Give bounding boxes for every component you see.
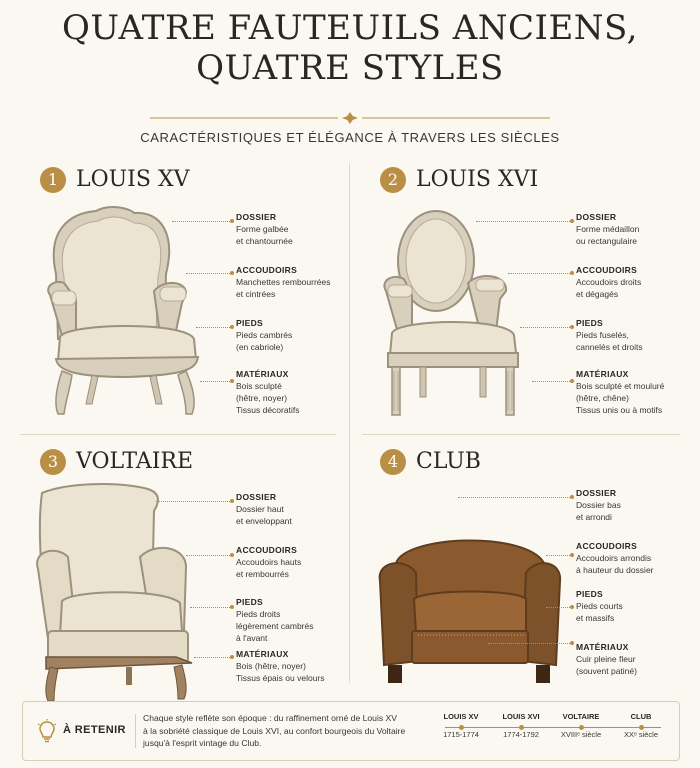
ornament-divider bbox=[150, 112, 550, 124]
feature-text: et dégagés bbox=[576, 289, 619, 299]
leader-line bbox=[186, 273, 232, 275]
feature-text: Accoudoirs arrondis bbox=[576, 553, 652, 563]
feature-label: ACCOUDOIRS bbox=[236, 265, 298, 275]
feature-label: ACCOUDOIRS bbox=[576, 541, 638, 551]
feature-text: Forme médaillon bbox=[576, 224, 640, 234]
style-name: LOUIS XV bbox=[76, 167, 190, 192]
feature-text: (souvent patiné) bbox=[576, 666, 637, 676]
leader-line bbox=[546, 555, 572, 557]
style-timeline bbox=[431, 712, 675, 752]
feature-text: (en cabriole) bbox=[236, 342, 284, 352]
feature-dossier bbox=[236, 491, 372, 527]
feature-materiaux bbox=[236, 648, 372, 684]
timeline-date: 1715-1774 bbox=[443, 730, 479, 739]
voltaire-armchair-illustration bbox=[36, 481, 236, 706]
club-leather-armchair-illustration bbox=[376, 481, 576, 706]
style-card-louis-xvi bbox=[376, 163, 700, 425]
feature-text: (hêtre, noyer) bbox=[236, 393, 288, 403]
feature-dossier bbox=[576, 487, 700, 523]
feature-label: MATÉRIAUX bbox=[236, 369, 289, 379]
feature-text: Pieds cambrés bbox=[236, 330, 293, 340]
feature-dossier bbox=[576, 211, 700, 247]
feature-text: Pieds fuselés, bbox=[576, 330, 629, 340]
page-title bbox=[0, 8, 700, 88]
style-card-louis-xv bbox=[36, 163, 372, 425]
feature-text: Pieds courts bbox=[576, 601, 623, 611]
key-takeaway-line: Chaque style reflète son époque : du raffinement orné de Louis XV bbox=[143, 713, 398, 723]
feature-label: PIEDS bbox=[576, 318, 604, 328]
style-card-voltaire bbox=[36, 445, 372, 707]
feature-accoudoirs bbox=[236, 264, 372, 300]
vertical-divider bbox=[135, 714, 136, 748]
feature-text: à l'avant bbox=[236, 633, 268, 643]
style-name: CLUB bbox=[416, 449, 481, 474]
feature-text: Tissus décoratifs bbox=[236, 405, 300, 415]
feature-text: Bois sculpté bbox=[236, 381, 282, 391]
feature-label: MATÉRIAUX bbox=[236, 649, 289, 659]
feature-label: MATÉRIAUX bbox=[576, 369, 629, 379]
timeline-name: LOUIS XVI bbox=[502, 712, 540, 721]
key-takeaway-line: jusqu'à l'esprit vintage du Club. bbox=[143, 738, 262, 748]
louis-xvi-medallion-armchair-illustration bbox=[376, 199, 576, 424]
feature-pieds bbox=[576, 588, 700, 624]
key-takeaway-box bbox=[22, 701, 680, 761]
timeline-item-louis-xvi bbox=[491, 712, 551, 739]
feature-label: DOSSIER bbox=[576, 212, 617, 222]
feature-accoudoirs bbox=[576, 540, 700, 576]
feature-text: Tissus unis ou à motifs bbox=[576, 405, 663, 415]
feature-text: et massifs bbox=[576, 613, 615, 623]
feature-text: Accoudoirs hauts bbox=[236, 557, 302, 567]
leader-line bbox=[476, 221, 572, 223]
horizontal-divider-right bbox=[362, 434, 680, 435]
feature-text: Dossier haut bbox=[236, 504, 284, 514]
feature-text: ou rectangulaire bbox=[576, 236, 637, 246]
style-name: VOLTAIRE bbox=[76, 449, 194, 474]
feature-text: Cuir pleine fleur bbox=[576, 654, 636, 664]
leader-line bbox=[488, 643, 572, 645]
leader-line bbox=[532, 381, 572, 383]
timeline-date: XXᵉ siècle bbox=[623, 730, 659, 739]
leader-line bbox=[196, 327, 232, 329]
leader-line bbox=[458, 497, 572, 499]
feature-label: MATÉRIAUX bbox=[576, 642, 629, 652]
timeline-name: LOUIS XV bbox=[443, 712, 479, 721]
feature-accoudoirs bbox=[576, 264, 700, 300]
timeline-name: CLUB bbox=[630, 712, 652, 721]
timeline-name: VOLTAIRE bbox=[562, 712, 600, 721]
feature-text: et cintrées bbox=[236, 289, 276, 299]
leader-line bbox=[156, 501, 232, 503]
leader-line bbox=[520, 327, 572, 329]
horizontal-divider-left bbox=[20, 434, 336, 435]
feature-text: Forme galbée bbox=[236, 224, 289, 234]
feature-pieds bbox=[236, 317, 372, 353]
feature-text: à hauteur du dossier bbox=[576, 565, 654, 575]
timeline-item-louis-xv bbox=[431, 712, 491, 739]
feature-text: Tissus épais ou velours bbox=[236, 673, 325, 683]
style-number: 4 bbox=[380, 449, 406, 475]
feature-materiaux bbox=[576, 641, 700, 677]
feature-accoudoirs bbox=[236, 544, 372, 580]
style-name: LOUIS XVI bbox=[416, 167, 539, 192]
page-title-line-2: QUATRE STYLES bbox=[196, 48, 504, 88]
feature-text: et chantournée bbox=[236, 236, 293, 246]
style-number: 1 bbox=[40, 167, 66, 193]
page-subtitle: CARACTÉRISTIQUES ET ÉLÉGANCE À TRAVERS LES SIÈCLES bbox=[140, 130, 560, 145]
feature-text: et rembourrés bbox=[236, 569, 289, 579]
leader-line bbox=[172, 221, 232, 223]
feature-text: cannelés et droits bbox=[576, 342, 643, 352]
feature-text: (hêtre, chêne) bbox=[576, 393, 629, 403]
feature-text: Pieds droits bbox=[236, 609, 281, 619]
feature-label: PIEDS bbox=[236, 597, 264, 607]
feature-label: PIEDS bbox=[576, 589, 604, 599]
feature-text: Bois sculpté et mouluré bbox=[576, 381, 665, 391]
feature-text: Dossier bas bbox=[576, 500, 621, 510]
feature-label: DOSSIER bbox=[236, 492, 277, 502]
feature-text: et arrondi bbox=[576, 512, 612, 522]
lightbulb-icon bbox=[37, 719, 57, 743]
key-takeaway-line: à la sobriété classique de Louis XVI, au confort bourgeois du Voltaire bbox=[143, 725, 406, 736]
leader-line bbox=[546, 607, 572, 609]
feature-label: ACCOUDOIRS bbox=[236, 545, 298, 555]
leader-line bbox=[190, 607, 232, 609]
leader-line bbox=[200, 381, 232, 383]
style-card-club bbox=[376, 445, 700, 707]
feature-pieds bbox=[576, 317, 700, 353]
feature-text: et enveloppant bbox=[236, 516, 292, 526]
style-number: 2 bbox=[380, 167, 406, 193]
feature-pieds bbox=[236, 596, 372, 644]
feature-label: PIEDS bbox=[236, 318, 264, 328]
feature-materiaux bbox=[236, 368, 372, 416]
leader-line bbox=[194, 657, 232, 659]
feature-label: ACCOUDOIRS bbox=[576, 265, 638, 275]
key-takeaway-label: À RETENIR bbox=[63, 724, 126, 736]
feature-materiaux bbox=[576, 368, 700, 416]
leader-line bbox=[508, 273, 572, 275]
feature-label: DOSSIER bbox=[576, 488, 617, 498]
key-takeaway-text bbox=[143, 712, 425, 750]
feature-text: Manchettes rembourrées bbox=[236, 277, 331, 287]
feature-text: légèrement cambrés bbox=[236, 621, 314, 631]
leader-line bbox=[186, 555, 232, 557]
timeline-item-club bbox=[611, 712, 671, 739]
feature-label: DOSSIER bbox=[236, 212, 277, 222]
style-number: 3 bbox=[40, 449, 66, 475]
feature-dossier bbox=[236, 211, 372, 247]
timeline-date: XVIIIᵉ siècle bbox=[560, 730, 602, 739]
feature-text: Bois (hêtre, noyer) bbox=[236, 661, 306, 671]
louis-xv-armchair-illustration bbox=[36, 199, 236, 424]
timeline-date: 1774-1792 bbox=[503, 730, 539, 739]
page-title-line-1: QUATRE FAUTEUILS ANCIENS, bbox=[62, 8, 638, 48]
feature-text: Accoudoirs droits bbox=[576, 277, 642, 287]
timeline-item-voltaire bbox=[551, 712, 611, 739]
